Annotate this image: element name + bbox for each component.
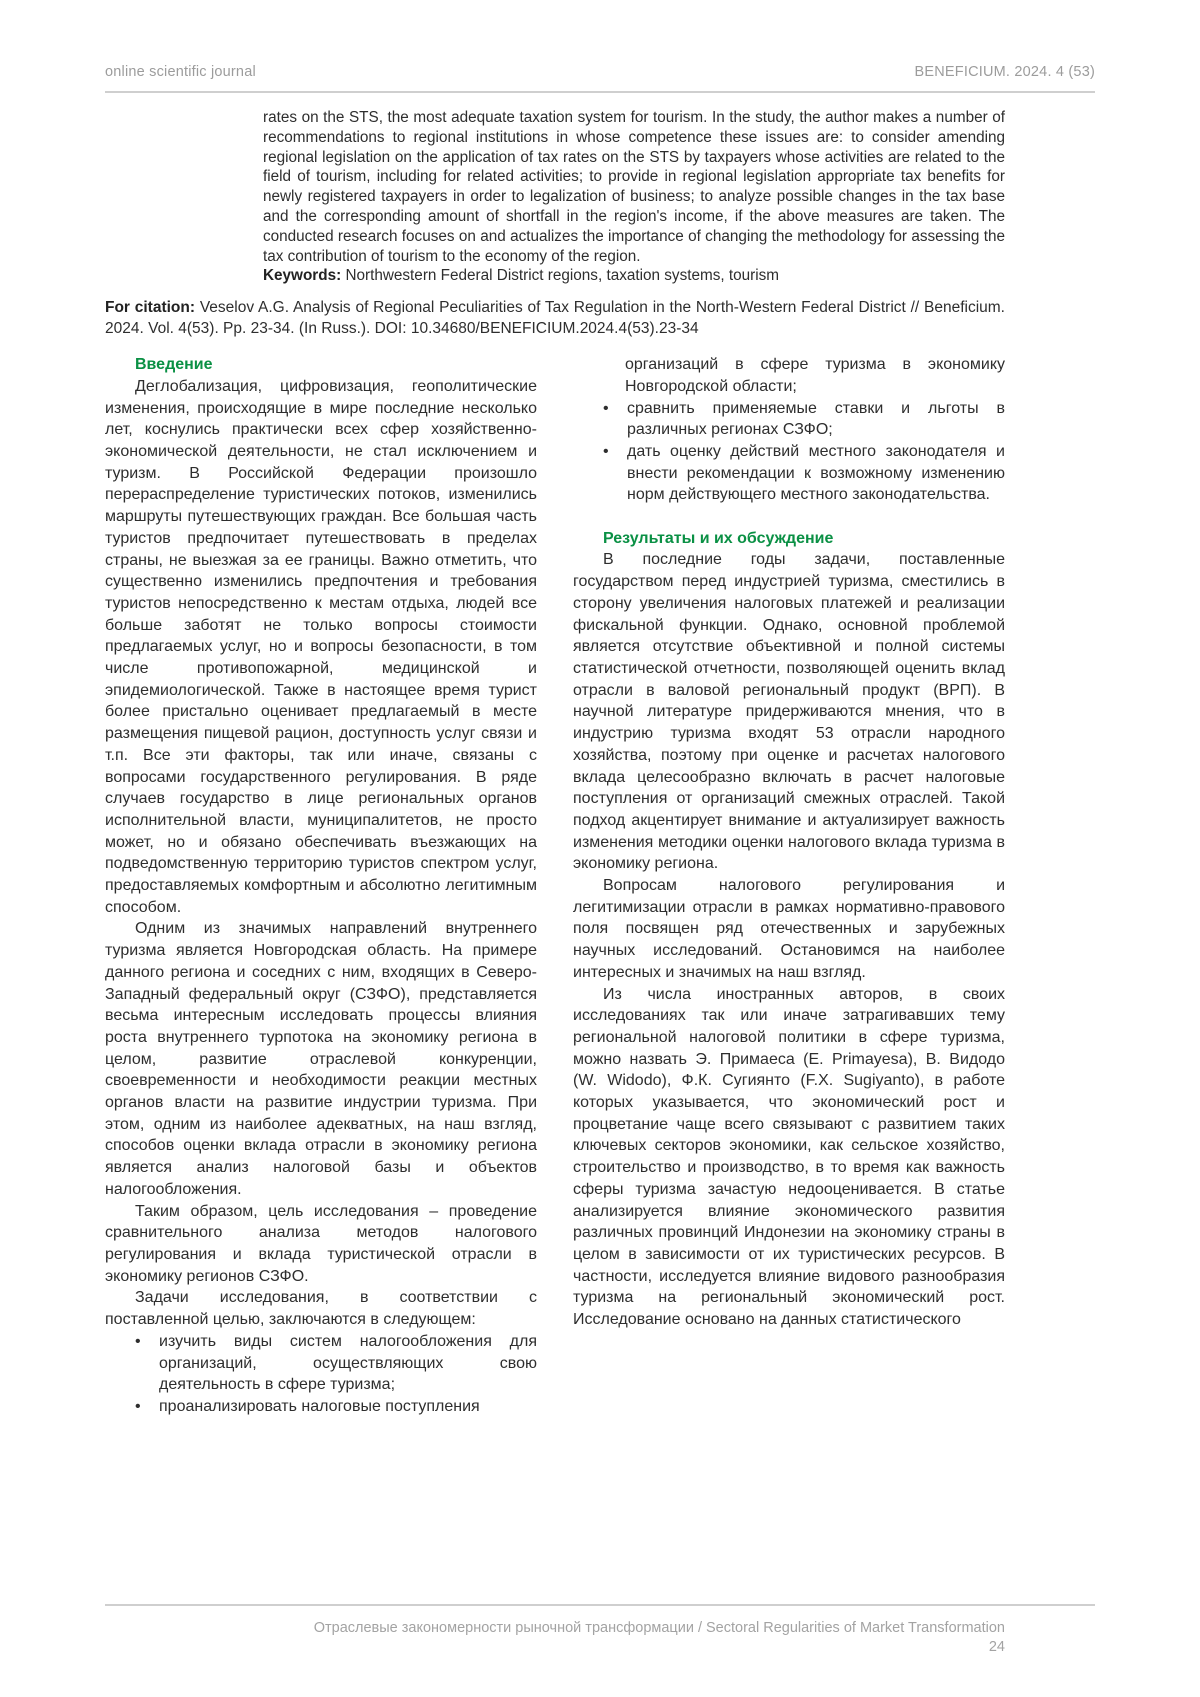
paragraph: Таким образом, цель исследования – проведение сравнительного анализа методов налогового регулирования и вклада туристической отрасли в экономику регионов СЗФО.	[105, 1202, 537, 1285]
keywords-text: Northwestern Federal District regions, taxation systems, tourism	[345, 267, 780, 285]
paragraph: Одним из значимых направлений внутреннего туризма является Новгородская область. На примере данного региона и соседних с ним, входящих в Северо-Западный федеральный округ (СЗФО), представляется весьма интересным исследовать процессы влияния роста внутреннего турпотока на экономику региона в целом, развитие отраслевой конкуренции, своевременности и необходимости реакции местных органов власти на развитие индустрии туризма. При этом, одним из наиболее адекватных, на наш взгляд, способов оценки вклада отрасли в экономику региона является анализ налоговой базы и объектов налогообложения.	[105, 920, 537, 1198]
right-column	[573, 354, 1005, 1417]
page-footer	[105, 1604, 1095, 1657]
results-heading: Результаты и их обсуждение	[603, 529, 834, 547]
citation-block	[105, 297, 1005, 339]
citation-text: Veselov A.G. Analysis of Regional Peculiarities of Tax Regulation in the North-Western Federal District // Beneficium. 2024. Vol. 4(53). Pp. 23-34. (In Russ.). DOI: 10.34680/BENEFICIUM.2024.4(53).23-34	[105, 299, 1005, 338]
task-bullet: • сравнить применяемые ставки и льготы в различных регионах СЗФО;	[573, 398, 1005, 441]
left-column	[105, 354, 537, 1417]
keywords-line	[263, 266, 1005, 286]
paragraph: Из числа иностранных авторов, в своих исследованиях так или иначе затрагивавших тему региональной налоговой политики в сфере туризма, можно назвать Э. Примаеса (E. Primayesa), В. Видодо (W. Widodo), Ф.К. Сугиянто (F.X. Sugiyanto), в работе которых указывается, что экономический рост и процветание чаще всего связывают с развитием таких ключевых секторов экономики, как сельское хозяйство, строительство и производство, в то время как важность сферы туризма зачастую недооценивается. В статье анализируется влияние экономического развития различных провинций Индонезии на экономику страны в целом в зависимости от их туристических ресурсов. В частности, исследуется влияние видового разнообразия туризма на региональный экономический рост. Исследование основано на данных статистического	[573, 985, 1005, 1329]
keywords-label: Keywords:	[263, 267, 342, 285]
paragraph: В последние годы задачи, поставленные государством перед индустрией туризма, сместились в сторону увеличения налоговых платежей и реализации фискальной функции. Однако, основной проблемой является отсутствие объективной и полной системы статистической отчетности, позволяющей оценить вклад отрасли в валовой региональный продукт (ВРП). В научной литературе придерживаются мнения, что в индустрию туризма входят 53 отрасли народного хозяйства, поэтому при оценке и расчетах налогового вклада целесообразно включать в расчет налоговые поступления от организаций смежных отраслей. Такой подход акцентирует внимание и актуализирует важность изменения методики оценки налогового вклада туризма в экономику региона.	[573, 551, 1005, 873]
page-header	[105, 64, 1095, 93]
abstract-block	[263, 108, 1005, 286]
task-bullet: • дать оценку действий местного законодателя и внести рекомендации к возможному изменению норм действующего местного законодательства.	[573, 441, 1005, 506]
task-bullet: • проанализировать налоговые поступления	[105, 1396, 537, 1418]
article-body	[105, 354, 1005, 1417]
paragraph: Деглобализация, цифровизация, геополитические изменения, происходящие в мире последние несколько лет, коснулись практически всех сфер хозяйственно-экономической деятельности, не стал исключением и туризм. В Российской Федерации произошло перераспределение туристических потоков, изменились маршруты путешествующих граждан. Все большая часть туристов предпочитает путешествовать в пределах страны, не выезжая за ее границы. Важно отметить, что существенно изменились предпочтения и требования туристов непосредственно к местам отдыха, людей все больше заботят не только вопросы стоимости предлагаемых услуг, но и вопросы безопасности, в том числе противопожарной, медицинской и эпидемиологической. Также в настоящее время турист более пристально оценивает предлагаемый в месте размещения пищевой рацион, доступность услуг связи и т.п. Все эти факторы, так или иначе, связаны с вопросами государственного регулирования. В ряде случаев государство в лице региональных органов исполнительной власти, муниципалитетов, не просто может, но и обязано обеспечивать въезжающих на подведомственную территорию туристов спектром услуг, предоставляемых комфортным и абсолютно легитимным способом.	[105, 377, 537, 916]
task-bullet: • изучить виды систем налогообложения для организаций, осуществляющих свою деятельность в сфере туризма;	[105, 1331, 537, 1396]
paragraph: Вопросам налогового регулирования и легитимизации отрасли в рамках нормативно-правового поля посвящен ряд отечественных и зарубежных научных исследований. Остановимся на наиболее интересных и значимых на наш взгляд.	[573, 877, 1005, 981]
footer-section-title: Отраслевые закономерности рыночной трансформации / Sectoral Regularities of Market Transformation	[313, 1620, 1005, 1636]
journal-type-label: online scientific journal	[105, 64, 256, 80]
journal-issue-label: BENEFICIUM. 2024. 4 (53)	[914, 64, 1095, 80]
introduction-heading: Введение	[135, 356, 213, 374]
citation-label: For citation:	[105, 299, 196, 317]
page-number: 24	[988, 1639, 1005, 1655]
abstract-body: rates on the STS, the most adequate taxation system for tourism. In the study, the author makes a number of recommendations to regional institutions in whose competence these issues are: to consider amending regional legislation on the application of tax rates on the STS by taxpayers whose activities are related to the field of tourism, including for related activities; to provide in regional legislation appropriate tax benefits for newly registered taxpayers in order to legalization of business; to analyze possible changes in the tax base and the corresponding amount of shortfall in the region's income, if the above measures are taken. The conducted research focuses on and actualizes the importance of changing the methodology for assessing the tax contribution of tourism to the economy of the region.	[263, 109, 1005, 265]
paragraph: Задачи исследования, в соответствии с поставленной целью, заключаются в следующем:	[105, 1289, 537, 1329]
task-bullet-continuation: организаций в сфере туризма в экономику Новгородской области;	[625, 356, 1005, 395]
abstract-text	[263, 108, 1005, 266]
